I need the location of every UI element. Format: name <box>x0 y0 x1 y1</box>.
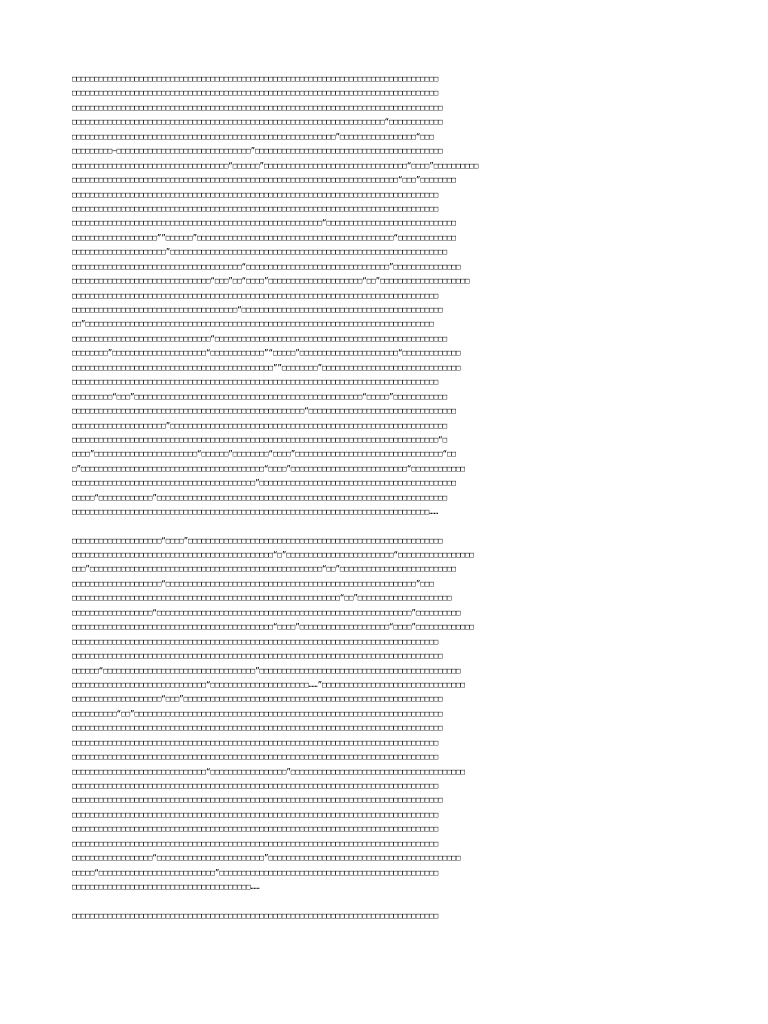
text-line: □□□□□□□□□□□□□□□□□□□□□□□□□□□□□□□□□□□□□“□□□□□□□□□□□□□□□□□□□□□□□□□□□□□□□□□□□□□□□□□□□□□ <box>72 305 443 314</box>
paragraph <box>72 72 708 520</box>
text-line: □□□□□□□□□□□□□□□□□□□□□□□□□□□□□□□□□□□□□□□□□□□□□□□□□□□□□□□□□□□□□□□□□□□□□□□□□□□□□□□□□□ <box>72 377 439 387</box>
text-line: □□□□□□□□□□□□□□□□□□□□□□□□□□□□□□□□□□□□□□□□□□□□□“□”□□□□□□□□□□□□□□□□□□□□□□□□“□□□□□□□□□□□□□□□□□ <box>72 550 474 559</box>
text-line: □□□□□□□□□□□□□□□□□□□□□□□□□□□□□□□□□□□□□□□□□□□□□□□□□□□□□□□□□□□□□□□□□□□□□□□□□□□□□□□□□□ <box>72 838 439 848</box>
text-line: □□□□□□□□□□□□□□□□□□□□“□□□”□□□□□□□□□□□□□□□□□□□□□□□□□□□□□□□□□□□□□□□□□□□□□□□□□□□□□□□□□□ <box>72 694 443 704</box>
text-line: □□□□□□□□□□□□□□□□□□□□□□□□□□□□□□□□□□□□□□□□…… <box>72 882 260 892</box>
text-line: □□□□□□□□□□□□□□□□□□□□□□□□□□□□□□□□□□□□□□□□□□□□□””□□□□□□□□”□□□□□□□□□□□□□□□□□□□□□□□□□□□□□□□ <box>72 362 461 372</box>
text-line: □□□□□□□□□□□□□□□□□□□□□”□□□□□□□□□□□□□□□□□□□□□□□□□□□□□□□□□□□□□□□□□□□□□□□□□□□□□□□□□□□□□□ <box>72 247 448 257</box>
text-line: □□□□□□□□□□□□□□□□□□□□□□□□□□□□□□□□□□□□□□□□□□□□□□□□□□□□□□□□□□□□□□□□□□□□□□“□□□□□□□□□□□□ <box>72 117 443 127</box>
text-line: □□□□□□□□□□□□□□□□□□□□□□□□□□□□□□□□□□□□□□□□□□□□□□□□□□□□“□□□□□□□□□□□□□□□□□□□□□□□□□□□□□□□□□ <box>72 406 457 416</box>
text-line: □□□□□□□□□□□□□□□□□□□□□□□□□□□□□□□□□□□□□□□□□□□□□□□□□□□□□□□□□□□□□□□□□□□□□□□□□□□□□□□□□□ <box>72 88 439 98</box>
text-line: □□□□□□□□□□□□□□□□□□□□□□□□□□□□□□□□□□□□□□□□□□□□□□□□□□□□□□□□□□□□□□□□□□□□□□□□□□□□□□□□□□□ <box>72 102 443 112</box>
text-line: □□□□□□□□□□□□□□□□□□□□□□□□□□□□□□□□□□□□□□□□□□□□□□□□□□□□□□□□□□□□□□□□□□□□□□□□□□□□□□□□□□ <box>72 752 439 762</box>
text-line: □□□□□□□□□□□□□□□□□□□□□□□□□□□□□□□□□□□□□□□□□□□□□□□□□□□□□□□□□□□□“□□”□□□□□□□□□□□□□□□□□□□□□ <box>72 593 452 603</box>
text-line: □□□□□□□□□□□□□□□□□□□□“□□□□□□□□□□□□□□□□□□□□□□□□□□□□□□□□□□□□□□□□□□□□□□□□□□□□□□□□”□□□ <box>72 578 434 588</box>
text-line: □□□□□□□□□□□□□□□□□□□□“□□□□”□□□□□□□□□□□□□□□□□□□□□□□□□□□□□□□□□□□□□□□□□□□□□□□□□□□□□□□□□ <box>72 535 443 545</box>
text-line: □□□□□□“□□□□□□□□□□□□□□□□□□□□□□□□□□□□□□□□□□”□□□□□□□□□□□□□□□□□□□□□□□□□□□□□□□□□□□□□□□□□□□□□ <box>72 665 461 675</box>
text-line: □□□□□□□□□□□□□□□□□□□□□□□□□□□□□□□□□□□□□□□□□□□□□□□□□□□□□□□□□□□□□□□□□□□□□□□□□□□□□□□□□□□ <box>72 651 443 661</box>
text-line: □□□□□□□□□□□□□□□□□□□□□□□□□□□□□□□□□□□□□□□□□□□□□□□□□□□□□□□□“□□□□□□□□□□□□□□□□□□□□□□□□□□□□□ <box>72 218 457 228</box>
text-line: □□□□□□□□□□□□□□□□□□□□□□□□□□□□□□□“□□□□□□□□□□□□□□□□□□□□□□□□□□□□□□□□□□□□□□□□□□□□□□□□□□□□ <box>72 333 448 343</box>
text-line: □□□□□□□□□□□□□□□□□□□□□□□□□□□□□□“□□□□□□□□□□□□□□□□□”□□□□□□□□□□□□□□□□□□□□□□□□□□□□□□□□□□□□□□□ <box>72 766 465 776</box>
text-line: □□□□□□□□□□□□□□□□□□□□□□□□□□□□□□□“□□□”□□“□□□□”□□□□□□□□□□□□□□□□□□□□□“□□”□□□□□□□□□□□□□□□□□□□□ <box>72 276 470 286</box>
text-line: □□□□”□□□□□□□□□□□□□□□□□□□□□□□“□□□□□□”□□□□□□□□“□□□□”□□□□□□□□□□□□□□□□□□□□□□□□□□□□□□□□□“□□ <box>72 449 457 459</box>
text-line: □□□□□□□□□—□□□□□□□□□□□□□□□□□□□□□□□□□□□□□□”□□□□□□□□□□□□□□□□□□□□□□□□□□□□□□□□□□□□□□□□□□ <box>72 146 443 156</box>
text-line: □□□□□□□□□□□□□□□□□□□□□□□□□□□□□□□□□□□“□□□□□□”□□□□□□□□□□□□□□□□□□□□□□□□□□□□□□□□“□□□□”□□□□□□□□□□ <box>72 160 479 170</box>
text-line: □□□□□□□□□□□□□□□□□□□□□□□□□□□□□□□□□□□□□□□□□□□□□□□□□□□□□□□□□□□□□□□□□□□□□□□□□□□□□□□□…… <box>72 507 439 517</box>
text-line: □□□□□□□□□□□□□□□□□□□””□□□□□□”□□□□□□□□□□□□□□□□□□□□□□□□□□□□□□□□□□□□□□□□□□□□“□□□□□□□□□□□□□ <box>72 232 457 242</box>
text-line: □□□□□□□□□“□□□”□□□□□□□□□□□□□□□□□□□□□□□□□□□□□□□□□□□□□□□□□□□□□□□□□□□“□□□□□”□□□□□□□□□□□□ <box>72 391 448 401</box>
text-line: □□□□□“□□□□□□□□□□□□”□□□□□□□□□□□□□□□□□□□□□□□□□□□□□□□□□□□□□□□□□□□□□□□□□□□□□□□□□□□□□□□□□ <box>72 492 448 502</box>
text-line: □□□□□□□□□□□□□□□□□□□□□□□□□□□□□□□□□□□□□□□□□□□□□□□□□□□□□□□□□□□□□□□□□□□□□□□□□□□□□□□□□□ <box>72 74 439 83</box>
text-line: □□□”□□□□□□□□□□□□□□□□□□□□□□□□□□□□□□□□□□□□□□□□□□□□□□□□□□□□“□□”□□□□□□□□□□□□□□□□□□□□□□□□□□ <box>72 564 457 574</box>
text-line: □□”□□□□□□□□□□□□□□□□□□□□□□□□□□□□□□□□□□□□□□□□□□□□□□□□□□□□□□□□□□□□□□□□□□□□□□□□□□□□□□ <box>72 319 434 329</box>
text-line: □□□□□□□□”□□□□□□□□□□□□□□□□□□□□□“□□□□□□□□□□□□”“□□□□□”□□□□□□□□□□□□□□□□□□□□□□“□□□□□□□□□□□□□ <box>72 348 461 358</box>
text-line: □□□□□□□□□□□□□□□□□□□□□□□□□□□□□□“□□□□□□□□□□□□□□□□□□□□□□……”□□□□□□□□□□□□□□□□□□□□□□□□□□□□□□□□ <box>72 679 465 689</box>
text-line: □□□□□□□□□□□□□□□□□□□□□□□□□□□□□□□□□□□□□□□□□□□□□□□□□□□□□□□□□□□□□□□□□□□□□□□□□□□□□□□□□□ <box>72 910 439 920</box>
paragraph <box>72 534 708 895</box>
text-line: □□□□□□□□□□□□□□□□□□□□□□□□□□□□□□□□□□□□□□□□□□□□□□□□□□□□□□□□□□□□□□□□□□□□□□□□□□□□□□□□□□ <box>72 737 439 747</box>
text-line: □□□□□□□□□□□□□□□□□□□□□□□□□□□□□□□□□□□□□□□□□□□□□□□□□□□□□□□□□□□□□□□□□□□□□□□□□“□□□”□□□□□□□□ <box>72 175 457 185</box>
text-line: □”□□□□□□□□□□□□□□□□□□□□□□□□□□□□□□□□□□□□□□□□□“□□□□”□□□□□□□□□□□□□□□□□□□□□□□□□□“□□□□□□□□□□□□ <box>72 463 465 473</box>
text-line: □□□□□□□□□□□□□□□□□□□□□□□□□□□□□□□□□□□□□□□□□□□□□□□□□□□□□□□□□□□□□□□□□□□□□□□□□□□□□□□□□□□ <box>72 723 443 733</box>
text-line: □□□□□□□□□□□□□□□□□□□□□□□□□□□□□□□□□□□□□□“□□□□□□□□□□□□□□□□□□□□□□□□□□□□□□□□”□□□□□□□□□□□□□□□ <box>72 261 461 271</box>
text-line: □□□□□□□□□□□□□□□□□□□□□□□□□□□□□□□□□□□□□□□□□□□□□□□□□□□□□□□□□□□□□□□□□□□□□□□□□□□□□□□□□□ <box>72 290 439 300</box>
text-line: □□□□□□□□□□□□□□□□□□“□□□□□□□□□□□□□□□□□□□□□□□□□□□□□□□□□□□□□□□□□□□□□□□□□□□□□□□□□”□□□□□□□□□□ <box>72 607 461 617</box>
text-line: □□□□□□□□□□□□□□□□□□□□□□□□□□□□□□□□□□□□□□□□□□□□□□□□□□□□□□□□□□□□□□□□□□□□□□□□□□□□□□□□□□ <box>72 809 439 819</box>
text-line: □□□□□□□□□□□□□□□□□□□□□□□□□□□□□□□□□□□□□□□□□□□□□□□□□□□□□□□□□□□□□□□□□□□□□□□□□□□□□□□□□□ <box>72 824 439 834</box>
text-line: □□□□□“□□□□□□□□□□□□□□□□□□□□□□□□□□”□□□□□□□□□□□□□□□□□□□□□□□□□□□□□□□□□□□□□□□□□□□□□□□□□ <box>72 867 439 877</box>
text-line: □□□□□□□□□□□□□□□□□□“□□□□□□□□□□□□□□□□□□□□□□□□”□□□□□□□□□□□□□□□□□□□□□□□□□□□□□□□□□□□□□□□□□□□ <box>72 853 461 863</box>
text-line: □□□□□□□□□□“□□”□□□□□□□□□□□□□□□□□□□□□□□□□□□□□□□□□□□□□□□□□□□□□□□□□□□□□□□□□□□□□□□□□□□□□ <box>72 708 443 718</box>
text-line: □□□□□□□□□□□□□□□□□□□□□”□□□□□□□□□□□□□□□□□□□□□□□□□□□□□□□□□□□□□□□□□□□□□□□□□□□□□□□□□□□□□□ <box>72 420 448 430</box>
text-line: □□□□□□□□□□□□□□□□□□□□□□□□□□□□□□□□□□□□□□□□□□□□□□□□□□□□□□□□□□□□□□□□□□□□□□□□□□□□□□□□□□ <box>72 203 439 213</box>
paragraph <box>72 909 708 923</box>
text-line: □□□□□□□□□□□□□□□□□□□□□□□□□□□□□□□□□□□□□□□□□□□□□□□□□□□□□□□□□□□□□□□□□□□□□□□□□□□□□□□□□□ <box>72 781 439 790</box>
text-line: □□□□□□□□□□□□□□□□□□□□□□□□□□□□□□□□□□□□□□□□□□□□□“□□□□”□□□□□□□□□□□□□□□□□□□□“□□□□”□□□□□□□□□□□□□ <box>72 622 474 632</box>
text-line: □□□□□□□□□□□□□□□□□□□□□□□□□□□□□□□□□□□□□□□□□□□□□□□□□□□□□□□□□□□□□□□□□□□□□□□□□□□□□□□□□□ <box>72 636 439 646</box>
text-line: □□□□□□□□□□□□□□□□□□□□□□□□□□□□□□□□□□□□□□□□□□□□□□□□□□□□□□□□□□□□□□□□□□□□□□□□□□□□□□□□□□□ <box>72 795 443 805</box>
document-page <box>72 72 708 952</box>
text-line: □□□□□□□□□□□□□□□□□□□□□□□□□□□□□□□□□□□□□□□□□□□□□□□□□□□□□□□□□□□□□□□□□□□□□□□□□□□□□□□□□□“□ <box>72 434 448 444</box>
text-line: □□□□□□□□□□□□□□□□□□□□□□□□□□□□□□□□□□□□□□□□□□□□□□□□□□□□□□□□□□□”□□□□□□□□□□□□□□□□□“□□□ <box>72 131 434 141</box>
text-line: □□□□□□□□□□□□□□□□□□□□□□□□□□□□□□□□□□□□□□□□□□□□□□□□□□□□□□□□□□□□□□□□□□□□□□□□□□□□□□□□□□ <box>72 189 439 199</box>
text-line: □□□□□□□□□□□□□□□□□□□□□□□□□□□□□□□□□□□□□□□□□”□□□□□□□□□□□□□□□□□□□□□□□□□□□□□□□□□□□□□□□□□□□□ <box>72 478 457 488</box>
